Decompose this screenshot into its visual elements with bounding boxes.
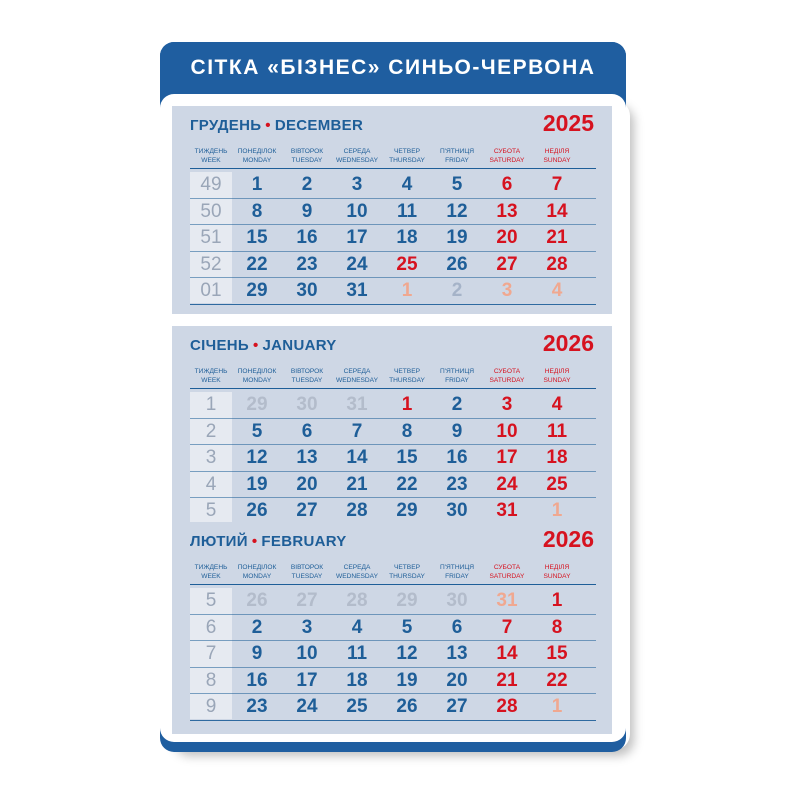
- calendar-title: СІТКА «БІЗНЕС» СИНЬО-ЧЕРВОНА: [190, 56, 596, 79]
- week-number: 5: [205, 590, 217, 611]
- weekday-name-en: WEEK: [201, 573, 221, 580]
- month-title: [190, 533, 347, 550]
- day-cell: 6: [301, 420, 313, 442]
- week-number: 4: [205, 473, 217, 495]
- day-cell: 17: [496, 447, 518, 468]
- day-cell: 2: [451, 394, 463, 415]
- weekday-name-en: TUESDAY: [291, 573, 323, 580]
- row-divider: [190, 471, 596, 472]
- day-cell: 1: [551, 696, 563, 717]
- weekday-name-ua: СЕРЕДА: [343, 564, 371, 571]
- day-cell: 15: [396, 447, 418, 468]
- weekday-header: [186, 367, 236, 385]
- month-block-2: [172, 522, 612, 734]
- row-divider: [190, 304, 596, 305]
- weekday-header: [186, 563, 236, 581]
- day-cell: 1: [551, 590, 563, 611]
- day-cell: 15: [246, 227, 268, 248]
- week-number: 2: [205, 420, 217, 442]
- weekday-name-ua: П'ЯТНИЦЯ: [440, 368, 474, 375]
- weekday-name-en: FRIDAY: [445, 573, 469, 580]
- header-divider: [190, 168, 596, 169]
- row-divider: [190, 614, 596, 615]
- month-name-ua: ГРУДЕНЬ: [190, 117, 262, 134]
- weekday-header: [382, 563, 432, 581]
- day-cell: 28: [346, 500, 368, 521]
- weekday-name-en: WEDNESDAY: [335, 377, 378, 384]
- weekday-header: [282, 367, 332, 385]
- day-cell: 11: [546, 420, 568, 442]
- month-block-0: [172, 106, 612, 314]
- row-divider: [190, 693, 596, 694]
- day-cell: 27: [496, 253, 518, 275]
- weekday-header: [282, 147, 332, 165]
- day-cell: 18: [346, 669, 368, 691]
- day-cell: 28: [496, 696, 518, 717]
- weekday-name-ua: СЕРЕДА: [343, 148, 371, 155]
- weekday-header: [232, 563, 282, 581]
- day-cell: 9: [251, 643, 263, 664]
- header-divider: [190, 584, 596, 585]
- weekday-header: [332, 367, 382, 385]
- day-cell: 7: [351, 420, 363, 442]
- week-number: 8: [205, 669, 217, 691]
- bullet-icon: •: [251, 533, 258, 550]
- weekday-name-en: TUESDAY: [291, 157, 323, 164]
- weekday-header: [532, 563, 582, 581]
- month-year: 2026: [542, 330, 594, 356]
- weekday-name-en: TUESDAY: [291, 377, 323, 384]
- day-cell: 6: [451, 616, 463, 638]
- weekday-name-ua: ЧЕТВЕР: [393, 148, 420, 155]
- day-cell: 1: [401, 280, 413, 301]
- day-cell: 30: [446, 590, 468, 611]
- day-cell: 29: [246, 394, 268, 415]
- month-name-ua: СІЧЕНЬ: [190, 337, 249, 354]
- weekday-name-ua: ТИЖДЕНЬ: [194, 148, 228, 155]
- day-cell: 24: [296, 696, 318, 717]
- day-cell: 31: [496, 500, 518, 521]
- row-divider: [190, 444, 596, 445]
- day-cell: 29: [246, 280, 268, 301]
- day-cell: 11: [396, 200, 418, 222]
- row-divider: [190, 640, 596, 641]
- day-cell: 9: [301, 200, 313, 222]
- day-cell: 7: [551, 174, 563, 195]
- row-divider: [190, 251, 596, 252]
- day-cell: 12: [446, 200, 468, 222]
- day-cell: 7: [501, 616, 513, 638]
- week-number: 52: [200, 253, 222, 275]
- day-cell: 2: [301, 174, 313, 195]
- day-cell: 1: [251, 174, 263, 195]
- weekday-name-ua: П'ЯТНИЦЯ: [440, 564, 474, 571]
- day-cell: 25: [346, 696, 368, 717]
- day-cell: 25: [396, 253, 418, 275]
- weekday-name-ua: ПОНЕДІЛОК: [237, 368, 277, 375]
- month-year: 2026: [542, 526, 594, 552]
- day-cell: 28: [346, 590, 368, 611]
- day-cell: 20: [296, 473, 318, 495]
- month-year: 2025: [542, 110, 594, 136]
- day-cell: 14: [546, 200, 568, 222]
- week-number: 49: [200, 174, 222, 195]
- day-cell: 8: [251, 200, 263, 222]
- weekday-name-en: THURSDAY: [389, 157, 425, 164]
- day-cell: 8: [401, 420, 413, 442]
- day-cell: 13: [446, 643, 468, 664]
- day-cell: 10: [496, 420, 518, 442]
- day-cell: 22: [546, 669, 568, 691]
- day-cell: 16: [296, 227, 318, 248]
- weekday-name-en: SUNDAY: [543, 573, 571, 580]
- day-cell: 26: [246, 590, 268, 611]
- day-cell: 21: [546, 227, 568, 248]
- day-cell: 3: [501, 280, 513, 301]
- weekday-header: [432, 367, 482, 385]
- weekday-header: [186, 147, 236, 165]
- weekday-header: [532, 367, 582, 385]
- weekday-header: [382, 147, 432, 165]
- week-number: 01: [200, 280, 222, 301]
- row-divider: [190, 224, 596, 225]
- weekday-name-en: FRIDAY: [445, 377, 469, 384]
- weekday-name-ua: ПОНЕДІЛОК: [237, 564, 277, 571]
- row-divider: [190, 418, 596, 419]
- weekday-header: [482, 367, 532, 385]
- bullet-icon: •: [265, 117, 271, 134]
- day-cell: 13: [496, 200, 518, 222]
- day-cell: 8: [551, 616, 563, 638]
- weekday-name-en: MONDAY: [242, 157, 272, 164]
- weekday-name-en: WEDNESDAY: [335, 157, 378, 164]
- weekday-name-ua: СУБОТА: [493, 564, 521, 571]
- day-cell: 22: [396, 473, 418, 495]
- day-cell: 30: [296, 394, 318, 415]
- header-divider: [190, 388, 596, 389]
- day-cell: 16: [246, 669, 268, 691]
- day-cell: 17: [346, 227, 368, 248]
- weekday-name-ua: НЕДІЛЯ: [544, 368, 570, 375]
- day-cell: 16: [446, 447, 468, 468]
- week-number: 1: [205, 394, 217, 415]
- day-cell: 19: [396, 669, 418, 691]
- day-cell: 11: [346, 643, 368, 664]
- weekday-header: [482, 147, 532, 165]
- weekday-name-ua: НЕДІЛЯ: [544, 564, 570, 571]
- row-divider: [190, 198, 596, 199]
- row-divider: [190, 667, 596, 668]
- weekday-name-ua: СУБОТА: [493, 368, 521, 375]
- weekday-name-en: MONDAY: [242, 377, 272, 384]
- week-number: 3: [205, 447, 217, 468]
- day-cell: 1: [401, 394, 413, 415]
- day-cell: 26: [446, 253, 468, 275]
- month-name-ua: ЛЮТИЙ: [190, 533, 248, 550]
- weekday-name-ua: ЧЕТВЕР: [393, 368, 420, 375]
- day-cell: 3: [301, 616, 313, 638]
- day-cell: 31: [346, 394, 368, 415]
- weekday-header: [332, 147, 382, 165]
- month-block-1: [172, 326, 612, 534]
- day-cell: 14: [346, 447, 368, 468]
- weekday-name-ua: ВІВТОРОК: [290, 564, 324, 571]
- day-cell: 23: [296, 253, 318, 275]
- weekday-header: [532, 147, 582, 165]
- weekday-header: [382, 367, 432, 385]
- day-cell: 24: [496, 473, 518, 495]
- day-cell: 26: [396, 696, 418, 717]
- day-cell: 12: [396, 643, 418, 664]
- day-cell: 13: [296, 447, 318, 468]
- weekday-name-ua: ТИЖДЕНЬ: [194, 368, 228, 375]
- month-name-en: JANUARY: [262, 337, 337, 354]
- weekday-name-ua: П'ЯТНИЦЯ: [440, 148, 474, 155]
- day-cell: 2: [251, 616, 263, 638]
- day-cell: 5: [451, 174, 463, 195]
- weekday-name-ua: ЧЕТВЕР: [393, 564, 420, 571]
- day-cell: 22: [246, 253, 268, 275]
- day-cell: 4: [551, 394, 563, 415]
- weekday-header: [432, 147, 482, 165]
- weekday-name-ua: ВІВТОРОК: [290, 148, 324, 155]
- weekday-name-en: SATURDAY: [489, 377, 525, 384]
- day-cell: 4: [551, 280, 563, 301]
- weekday-name-en: WEEK: [201, 377, 221, 384]
- row-divider: [190, 720, 596, 721]
- week-number: 50: [200, 200, 222, 222]
- day-cell: 29: [396, 500, 418, 521]
- weekday-header: [282, 563, 332, 581]
- week-number: 9: [205, 696, 217, 717]
- weekday-header: [232, 367, 282, 385]
- weekday-name-ua: ВІВТОРОК: [290, 368, 324, 375]
- day-cell: 21: [496, 669, 518, 691]
- day-cell: 12: [246, 447, 268, 468]
- week-number: 5: [205, 500, 217, 521]
- day-cell: 4: [351, 616, 363, 638]
- weekday-name-en: THURSDAY: [389, 573, 425, 580]
- row-divider: [190, 277, 596, 278]
- weekday-header: [482, 563, 532, 581]
- day-cell: 25: [546, 473, 568, 495]
- weekday-header: [232, 147, 282, 165]
- weekday-name-en: WEEK: [201, 157, 221, 164]
- day-cell: 20: [496, 227, 518, 248]
- day-cell: 19: [446, 227, 468, 248]
- weekday-name-en: FRIDAY: [445, 157, 469, 164]
- weekday-name-en: MONDAY: [242, 573, 272, 580]
- day-cell: 29: [396, 590, 418, 611]
- day-cell: 23: [246, 696, 268, 717]
- day-cell: 15: [546, 643, 568, 664]
- day-cell: 31: [496, 590, 518, 611]
- day-cell: 19: [246, 473, 268, 495]
- day-cell: 5: [251, 420, 263, 442]
- weekday-name-ua: ТИЖДЕНЬ: [194, 564, 228, 571]
- day-cell: 30: [446, 500, 468, 521]
- day-cell: 20: [446, 669, 468, 691]
- day-cell: 4: [401, 174, 413, 195]
- week-number: 7: [205, 643, 217, 664]
- row-divider: [190, 497, 596, 498]
- month-title: [190, 337, 337, 354]
- weekday-name-ua: НЕДІЛЯ: [544, 148, 570, 155]
- day-cell: 26: [246, 500, 268, 521]
- month-name-en: FEBRUARY: [261, 533, 347, 550]
- weekday-name-en: THURSDAY: [389, 377, 425, 384]
- weekday-name-en: WEDNESDAY: [335, 573, 378, 580]
- weekday-header: [432, 563, 482, 581]
- day-cell: 9: [451, 420, 463, 442]
- day-cell: 23: [446, 473, 468, 495]
- day-cell: 6: [501, 174, 513, 195]
- day-cell: 10: [296, 643, 318, 664]
- day-cell: 18: [396, 227, 418, 248]
- day-cell: 27: [296, 590, 318, 611]
- weekday-name-en: SATURDAY: [489, 157, 525, 164]
- day-cell: 31: [346, 280, 368, 301]
- day-cell: 10: [346, 200, 368, 222]
- day-cell: 1: [551, 500, 563, 521]
- day-cell: 3: [351, 174, 363, 195]
- day-cell: 5: [401, 616, 413, 638]
- weekday-name-ua: СУБОТА: [493, 148, 521, 155]
- day-cell: 28: [546, 253, 568, 275]
- weekday-name-ua: ПОНЕДІЛОК: [237, 148, 277, 155]
- day-cell: 14: [496, 643, 518, 664]
- weekday-name-ua: СЕРЕДА: [343, 368, 371, 375]
- month-name-en: DECEMBER: [274, 117, 364, 134]
- day-cell: 24: [346, 253, 368, 275]
- day-cell: 3: [501, 394, 513, 415]
- day-cell: 17: [296, 669, 318, 691]
- day-cell: 21: [346, 473, 368, 495]
- weekday-name-en: SATURDAY: [489, 573, 525, 580]
- weekday-name-en: SUNDAY: [543, 377, 571, 384]
- day-cell: 30: [296, 280, 318, 301]
- bullet-icon: •: [252, 337, 259, 354]
- day-cell: 27: [446, 696, 468, 717]
- month-title: [190, 117, 363, 134]
- weekday-name-en: SUNDAY: [543, 157, 571, 164]
- week-number: 6: [205, 616, 217, 638]
- week-number: 51: [200, 227, 222, 248]
- day-cell: 2: [451, 280, 463, 301]
- day-cell: 18: [546, 447, 568, 468]
- day-cell: 27: [296, 500, 318, 521]
- weekday-header: [332, 563, 382, 581]
